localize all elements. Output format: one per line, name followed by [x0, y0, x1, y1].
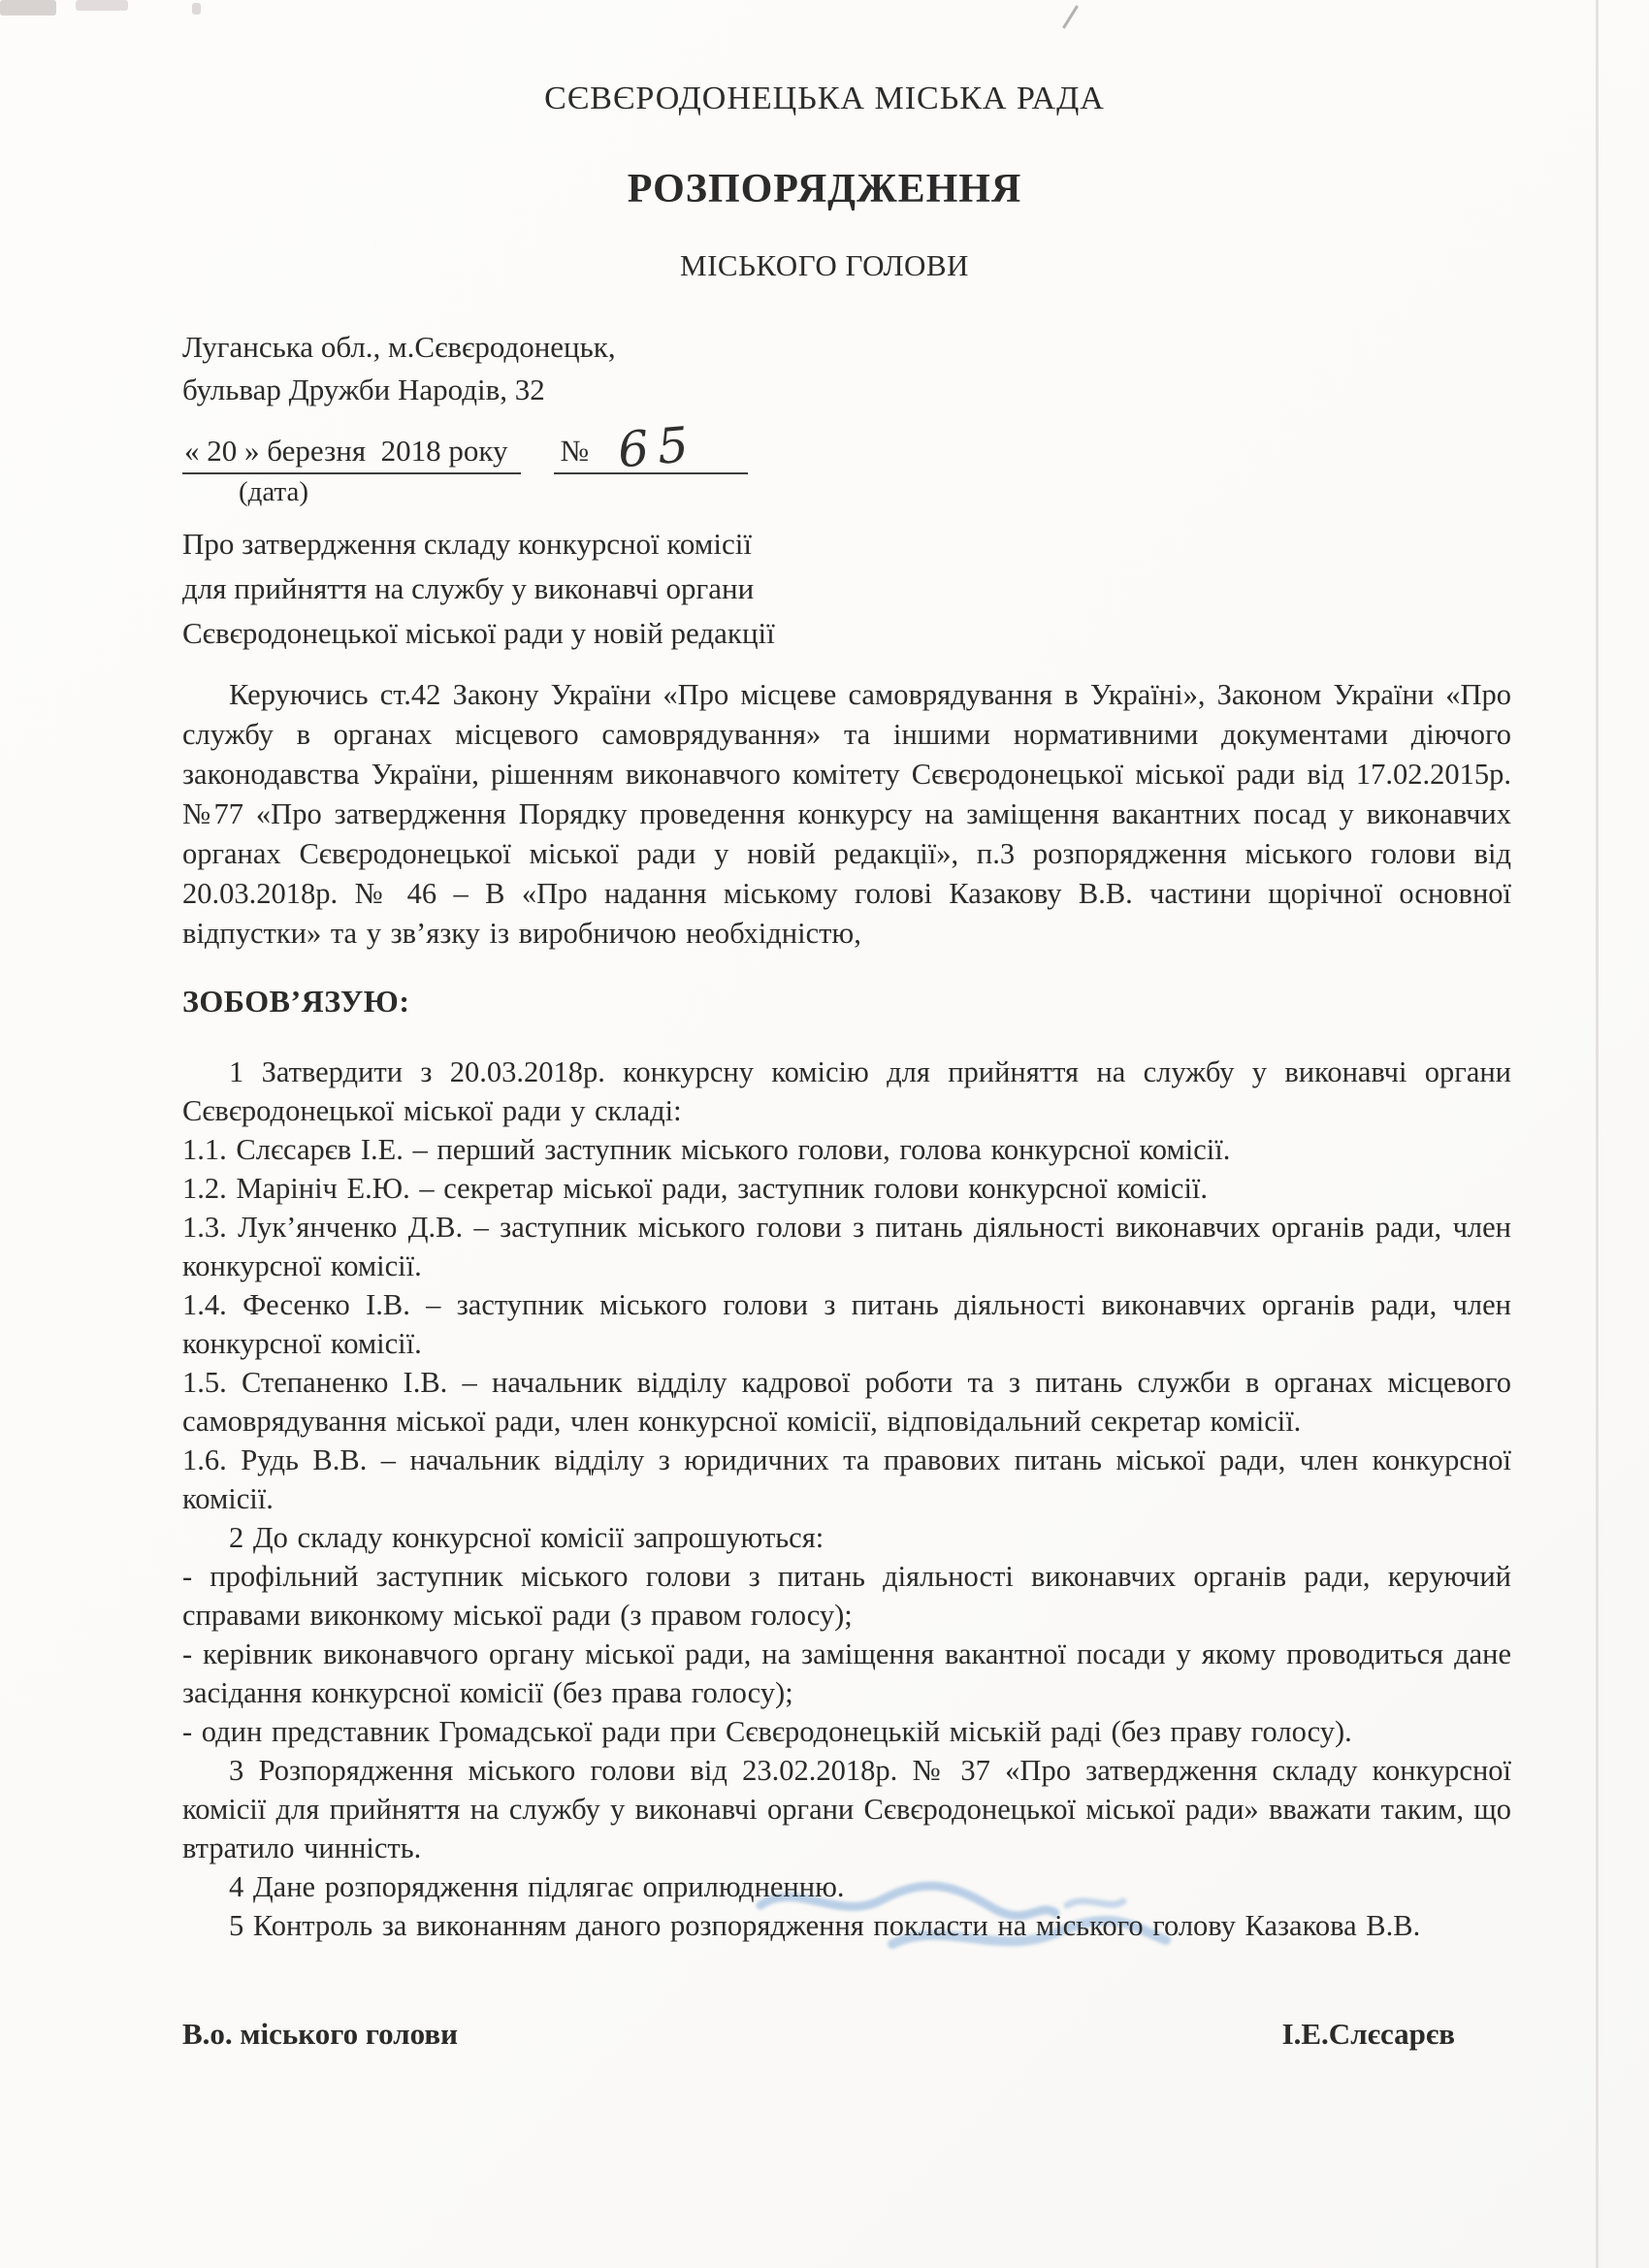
order-item-1: 1 Затвердити з 20.03.2018р. конкурсну комісію для прийняття на службу у виконавчі органи Сєвєродонецької міської ради у складі:: [182, 1055, 1511, 1127]
subject-line-3: Сєвєродонецької міської ради у новій редакції: [182, 616, 775, 650]
invited-member-dash-2: - керівник виконавчого органу міської ради, на заміщення вакантної посади у якому проводиться дане засідання конкурсної комісії (без права голосу);: [182, 1637, 1511, 1709]
signatory-position: В.о. міського голови: [182, 2017, 458, 2051]
subject-block: [182, 522, 1511, 656]
invited-member-dash-3: - один представник Громадської ради при Сєвєродонецькій міській раді (без праву голосу).: [182, 1715, 1352, 1748]
signatory-name: І.Е.Слєсарєв: [1281, 2017, 1455, 2051]
commission-member-1-2: 1.2. Марініч Е.Ю. – секретар міської ради, заступник голови конкурсної комісії.: [182, 1172, 1209, 1205]
commission-member-1-3: 1.3. Лук’янченко Д.В. – заступник міського голови з питань діяльності виконавчих органів ради, член конкурсної комісії.: [182, 1211, 1511, 1282]
address-line-1: Луганська обл., м.Сєвєродонецьк,: [182, 330, 616, 364]
organization-name: СЄВЄРОДОНЕЦЬКА МІСЬКА РАДА: [544, 81, 1105, 116]
invited-member-dash-1: - профільний заступник міського голови з питань діяльності виконавчих органів ради, керуючий справами виконкому міської ради (з правом голосу);: [182, 1560, 1511, 1632]
date-number-row: [182, 415, 1511, 479]
obligation-heading: ЗОБОВ’ЯЗУЮ:: [182, 984, 410, 1019]
document-header: [0, 0, 1649, 283]
document-body: [0, 283, 1649, 2056]
address-line-2: бульвар Дружби Народів, 32: [182, 373, 545, 406]
scan-smudge-artifact: [192, 3, 201, 15]
preamble-paragraph: Керуючись ст.42 Закону України «Про місцеве самоврядування в Україні», Законом України «Про службу в органах місцевого самоврядування» та іншими нормативними документами діючого законодавства України, рішенням виконавчого комітету Сєвєродонецької міської ради від 17.02.2015р. №77 «Про затвердження Порядку проведення конкурсу на заміщення вакантних посад у виконавчих органах Сєвєродонецької міської ради у новій редакції», п.3 розпорядження міського голови від 20.03.2018р. № 46 – В «Про надання міському голові Казакову В.В. частини щорічної основної відпустки» та у зв’язку із виробничою необхідністю,: [182, 678, 1511, 950]
commission-member-1-1: 1.1. Слєсарєв І.Е. – перший заступник міського голови, голова конкурсної комісії.: [182, 1133, 1231, 1166]
order-item-2: 2 До складу конкурсної комісії запрошуються:: [229, 1521, 824, 1554]
issuer-address: [182, 326, 1511, 411]
scan-smudge-artifact: [76, 0, 128, 11]
number-sign: №: [560, 434, 590, 468]
order-item-3: 3 Розпорядження міського голови від 23.02.2018р. № 37 «Про затвердження складу конкурсної комісії для прийняття на службу у виконавчі органи Сєвєродонецької міської ради» вважати таким, що втратило чинність.: [182, 1754, 1511, 1864]
commission-member-1-4: 1.4. Фесенко І.В. – заступник міського голови з питань діяльності виконавчих органів ради, член конкурсної комісії.: [182, 1288, 1511, 1360]
document-subtype: МІСЬКОГО ГОЛОВИ: [680, 248, 969, 282]
date-field: « 20 » березня 2018 року: [182, 434, 521, 474]
scan-smudge-artifact: [0, 0, 56, 16]
subject-line-2: для прийняття на службу у виконавчі органи: [182, 571, 755, 605]
commission-member-1-5: 1.5. Степаненко І.В. – начальник відділу кадрової роботи та з питань служби в органах місцевого самоврядування міської ради, член конкурсної комісії, відповідальний секретар комісії.: [182, 1366, 1511, 1438]
document-number-handwritten: 65: [615, 415, 700, 479]
order-item-5: 5 Контроль за виконанням даного розпорядження покласти на міського голову Казакова В.В.: [229, 1909, 1421, 1942]
order-item-4: 4 Дане розпорядження підлягає оприлюдненню.: [229, 1870, 845, 1903]
commission-member-1-6: 1.6. Рудь В.В. – начальник відділу з юридичних та правових питань міської ради, член конкурсної комісії.: [182, 1443, 1511, 1515]
document-number-field: [554, 415, 747, 479]
document-type-title: РОЗПОРЯДЖЕННЯ: [627, 167, 1022, 211]
date-caption: (дата): [239, 476, 309, 507]
subject-line-1: Про затвердження складу конкурсної комісії: [182, 527, 753, 561]
signature-block: [182, 2013, 1511, 2056]
